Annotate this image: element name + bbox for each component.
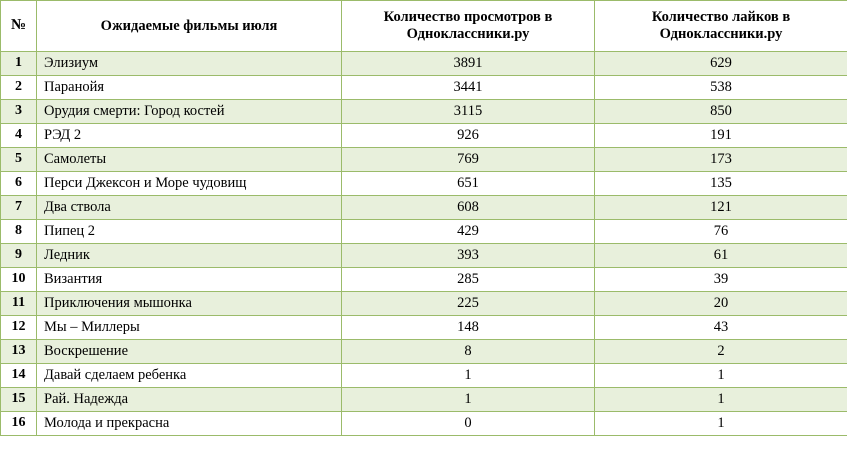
cell-movie-title: Элизиум bbox=[37, 52, 342, 76]
table-row bbox=[1, 364, 847, 388]
table-row bbox=[1, 76, 847, 100]
cell-views-count: 285 bbox=[342, 268, 595, 292]
cell-row-number: 12 bbox=[1, 316, 37, 340]
cell-likes-count: 43 bbox=[595, 316, 847, 340]
cell-likes-count: 1 bbox=[595, 364, 847, 388]
column-header-number: № bbox=[1, 1, 37, 52]
table-row bbox=[1, 52, 847, 76]
table-body bbox=[1, 52, 847, 436]
table-row bbox=[1, 220, 847, 244]
cell-views-count: 1 bbox=[342, 364, 595, 388]
cell-views-count: 8 bbox=[342, 340, 595, 364]
cell-views-count: 3891 bbox=[342, 52, 595, 76]
table-row bbox=[1, 100, 847, 124]
cell-likes-count: 1 bbox=[595, 412, 847, 436]
cell-movie-title: Мы – Миллеры bbox=[37, 316, 342, 340]
table-row bbox=[1, 172, 847, 196]
cell-row-number: 2 bbox=[1, 76, 37, 100]
table-row bbox=[1, 340, 847, 364]
cell-movie-title: Орудия смерти: Город костей bbox=[37, 100, 342, 124]
cell-likes-count: 538 bbox=[595, 76, 847, 100]
cell-row-number: 15 bbox=[1, 388, 37, 412]
cell-views-count: 651 bbox=[342, 172, 595, 196]
cell-views-count: 429 bbox=[342, 220, 595, 244]
cell-row-number: 9 bbox=[1, 244, 37, 268]
table-row bbox=[1, 148, 847, 172]
cell-likes-count: 61 bbox=[595, 244, 847, 268]
table-row bbox=[1, 388, 847, 412]
cell-row-number: 5 bbox=[1, 148, 37, 172]
cell-movie-title: Давай сделаем ребенка bbox=[37, 364, 342, 388]
cell-row-number: 16 bbox=[1, 412, 37, 436]
cell-views-count: 393 bbox=[342, 244, 595, 268]
cell-likes-count: 191 bbox=[595, 124, 847, 148]
cell-likes-count: 20 bbox=[595, 292, 847, 316]
table-row bbox=[1, 412, 847, 436]
table-row bbox=[1, 268, 847, 292]
cell-row-number: 13 bbox=[1, 340, 37, 364]
cell-views-count: 926 bbox=[342, 124, 595, 148]
cell-views-count: 148 bbox=[342, 316, 595, 340]
cell-movie-title: Воскрешение bbox=[37, 340, 342, 364]
cell-movie-title: Византия bbox=[37, 268, 342, 292]
table-row bbox=[1, 124, 847, 148]
cell-likes-count: 850 bbox=[595, 100, 847, 124]
column-header-title: Ожидаемые фильмы июля bbox=[37, 1, 342, 52]
cell-likes-count: 173 bbox=[595, 148, 847, 172]
table-row bbox=[1, 196, 847, 220]
table-header bbox=[1, 1, 847, 52]
column-header-views: Количество просмотров в Одноклассники.ру bbox=[342, 1, 595, 52]
column-header-likes: Количество лайков в Одноклассники.ру bbox=[595, 1, 847, 52]
cell-movie-title: Ледник bbox=[37, 244, 342, 268]
cell-likes-count: 135 bbox=[595, 172, 847, 196]
cell-row-number: 6 bbox=[1, 172, 37, 196]
cell-movie-title: Рай. Надежда bbox=[37, 388, 342, 412]
cell-likes-count: 76 bbox=[595, 220, 847, 244]
cell-likes-count: 121 bbox=[595, 196, 847, 220]
cell-movie-title: РЭД 2 bbox=[37, 124, 342, 148]
table-header-row bbox=[1, 1, 847, 52]
cell-row-number: 8 bbox=[1, 220, 37, 244]
cell-row-number: 10 bbox=[1, 268, 37, 292]
cell-movie-title: Приключения мышонка bbox=[37, 292, 342, 316]
table-row bbox=[1, 244, 847, 268]
cell-row-number: 4 bbox=[1, 124, 37, 148]
cell-row-number: 1 bbox=[1, 52, 37, 76]
cell-row-number: 14 bbox=[1, 364, 37, 388]
table-row bbox=[1, 316, 847, 340]
cell-movie-title: Молода и прекрасна bbox=[37, 412, 342, 436]
cell-likes-count: 2 bbox=[595, 340, 847, 364]
cell-views-count: 3441 bbox=[342, 76, 595, 100]
cell-row-number: 11 bbox=[1, 292, 37, 316]
cell-views-count: 3115 bbox=[342, 100, 595, 124]
cell-views-count: 1 bbox=[342, 388, 595, 412]
cell-movie-title: Паранойя bbox=[37, 76, 342, 100]
cell-likes-count: 629 bbox=[595, 52, 847, 76]
cell-row-number: 7 bbox=[1, 196, 37, 220]
cell-movie-title: Пипец 2 bbox=[37, 220, 342, 244]
cell-movie-title: Два ствола bbox=[37, 196, 342, 220]
cell-views-count: 608 bbox=[342, 196, 595, 220]
cell-views-count: 225 bbox=[342, 292, 595, 316]
cell-views-count: 0 bbox=[342, 412, 595, 436]
cell-likes-count: 1 bbox=[595, 388, 847, 412]
cell-row-number: 3 bbox=[1, 100, 37, 124]
cell-views-count: 769 bbox=[342, 148, 595, 172]
cell-likes-count: 39 bbox=[595, 268, 847, 292]
table-row bbox=[1, 292, 847, 316]
cell-movie-title: Перси Джексон и Море чудовищ bbox=[37, 172, 342, 196]
cell-movie-title: Самолеты bbox=[37, 148, 342, 172]
